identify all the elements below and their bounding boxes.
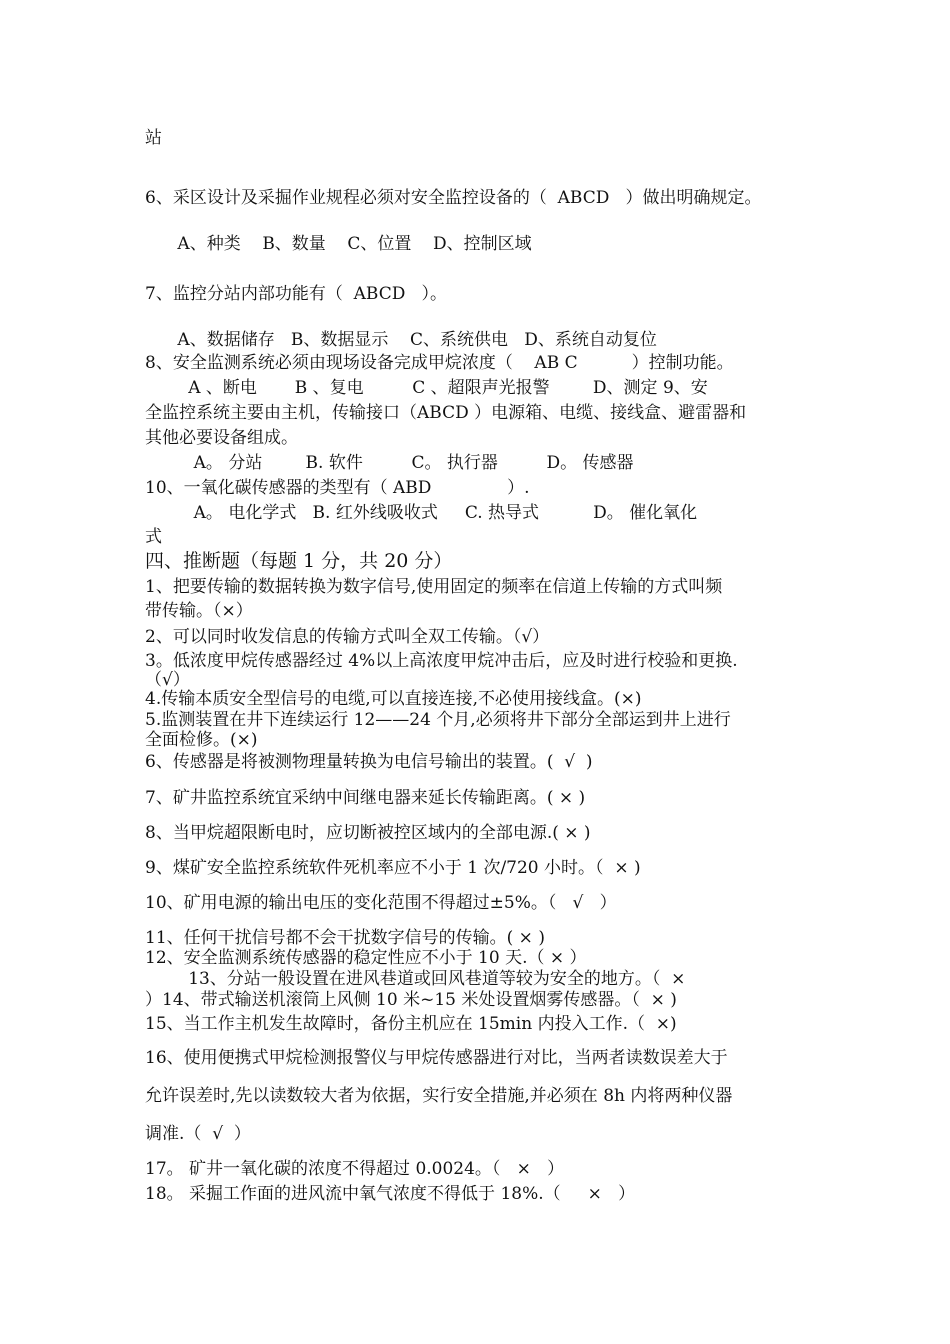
judge-5-cont: 全面检修。(×)	[145, 730, 258, 750]
judge-3: 3。低浓度甲烷传感器经过 4%以上高浓度甲烷冲击后，应及时进行校验和更换.	[145, 651, 738, 671]
judge-13: 13、分站一般设置在进风巷道或回风巷道等较为安全的地方。（ ×	[145, 969, 686, 989]
judge-4: 4.传输本质安全型信号的电缆,可以直接连接,不必使用接线盒。(×)	[145, 689, 642, 709]
judge-11: 11、任何干扰信号都不会干扰数字信号的传输。( × )	[145, 928, 545, 948]
judge-8: 8、当甲烷超限断电时，应切断被控区域内的全部电源.( × )	[145, 823, 591, 843]
judge-14: ）14、带式输送机滚筒上风侧 10 米~15 米处设置烟雾传感器。（ × )	[145, 990, 677, 1010]
judge-18: 18。 采掘工作面的进风流中氧气浓度不得低于 18%.（ × ）	[145, 1184, 636, 1204]
judge-15: 15、当工作主机发生故障时，备份主机应在 15min 内投入工作.（ ×)	[145, 1014, 677, 1034]
question-9-options: A。 分站 B. 软件 C。 执行器 D。 传感器	[145, 453, 634, 473]
question-8-options: A 、断电 B 、复电 C 、超限声光报警 D、测定 9、安	[145, 378, 708, 398]
question-9-cont: 其他必要设备组成。	[145, 428, 298, 448]
judge-3-cont: （√）	[145, 670, 190, 690]
judge-2: 2、可以同时收发信息的传输方式叫全双工传输。（√）	[145, 627, 550, 647]
text-line: 站	[145, 128, 162, 148]
question-9: 全监控系统主要由主机，传输接口（ABCD ）电源箱、电缆、接线盒、避雷器和	[145, 403, 747, 423]
judge-6: 6、传感器是将被测物理量转换为电信号输出的装置。( √ )	[145, 752, 593, 772]
judge-5: 5.监测装置在井下连续运行 12——24 个月,必须将井下部分全部运到井上进行	[145, 710, 731, 730]
question-6-options: A、种类 B、数量 C、位置 D、控制区域	[145, 234, 532, 254]
judge-1: 1、把要传输的数据转换为数字信号,使用固定的频率在信道上传输的方式叫频	[145, 577, 723, 597]
judge-10: 10、矿用电源的输出电压的变化范围不得超过±5%。（ √ ）	[145, 893, 617, 913]
judge-9: 9、煤矿安全监控系统软件死机率应不小于 1 次/720 小时。（ × )	[145, 858, 641, 878]
question-6: 6、采区设计及采掘作业规程必须对安全监控设备的（ ABCD ）做出明确规定。	[145, 188, 762, 208]
section-heading: 四、推断题（每题 1 分，共 20 分）	[145, 550, 453, 572]
question-10-options-cont: 式	[145, 527, 162, 547]
question-7-options: A、数据储存 B、数据显示 C、系统供电 D、系统自动复位	[145, 330, 657, 350]
question-10-options: A。 电化学式 B. 红外线吸收式 C. 热导式 D。 催化氧化	[145, 503, 698, 523]
judge-16: 16、使用便携式甲烷检测报警仪与甲烷传感器进行对比，当两者读数误差大于	[145, 1048, 728, 1068]
question-7: 7、监控分站内部功能有（ ABCD ）。	[145, 284, 448, 304]
judge-1-cont: 带传输。（×）	[145, 601, 253, 621]
question-8: 8、安全监测系统必须由现场设备完成甲烷浓度（ AB C ）控制功能。	[145, 353, 734, 373]
judge-17: 17。 矿井一氧化碳的浓度不得超过 0.0024。（ × ）	[145, 1159, 565, 1179]
question-10: 10、一氧化碳传感器的类型有（ ABD ）.	[145, 478, 530, 498]
judge-16-cont2: 调准.（ √ ）	[145, 1124, 251, 1144]
judge-12: 12、安全监测系统传感器的稳定性应不小于 10 天.（ × ）	[145, 948, 587, 968]
judge-16-cont: 允许误差时,先以读数较大者为依据，实行安全措施,并必须在 8h 内将两种仪器	[145, 1086, 733, 1106]
judge-7: 7、矿井监控系统宜采纳中间继电器来延长传输距离。( × )	[145, 788, 586, 808]
